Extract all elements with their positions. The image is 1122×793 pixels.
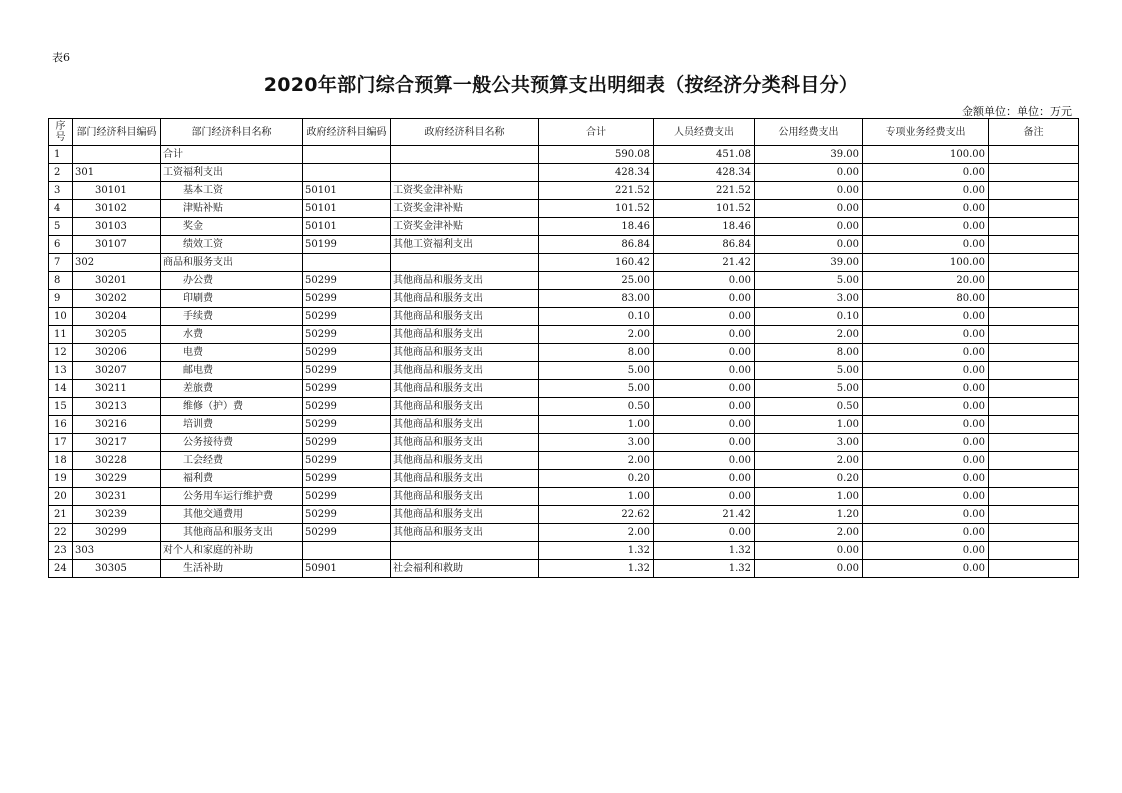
cell-special: 0.00 [863, 560, 989, 578]
cell-total: 22.62 [539, 506, 654, 524]
cell-note [989, 254, 1079, 272]
table-row [49, 236, 1079, 254]
cell-dept-code: 30229 [73, 470, 161, 488]
cell-seq: 2 [49, 164, 73, 182]
cell-note [989, 470, 1079, 488]
cell-personnel: 0.00 [654, 524, 755, 542]
cell-seq: 5 [49, 218, 73, 236]
cell-special: 80.00 [863, 290, 989, 308]
cell-total: 1.00 [539, 488, 654, 506]
cell-gov-code: 50299 [303, 398, 391, 416]
cell-dept-name: 水费 [161, 326, 303, 344]
cell-special: 0.00 [863, 380, 989, 398]
cell-note [989, 218, 1079, 236]
cell-dept-code: 30101 [73, 182, 161, 200]
cell-note [989, 488, 1079, 506]
cell-note [989, 164, 1079, 182]
cell-total: 428.34 [539, 164, 654, 182]
cell-dept-name: 奖金 [161, 218, 303, 236]
cell-seq: 12 [49, 344, 73, 362]
cell-note [989, 272, 1079, 290]
cell-personnel: 0.00 [654, 344, 755, 362]
cell-seq: 17 [49, 434, 73, 452]
cell-dept-name: 公务用车运行维护费 [161, 488, 303, 506]
cell-total: 160.42 [539, 254, 654, 272]
cell-note [989, 416, 1079, 434]
table-row [49, 200, 1079, 218]
cell-dept-name: 差旅费 [161, 380, 303, 398]
table-row [49, 560, 1079, 578]
cell-public: 8.00 [755, 344, 863, 362]
cell-seq: 7 [49, 254, 73, 272]
table-row [49, 380, 1079, 398]
cell-dept-name: 其他商品和服务支出 [161, 524, 303, 542]
cell-seq: 20 [49, 488, 73, 506]
col-header-gov-name: 政府经济科目名称 [391, 119, 539, 146]
cell-special: 0.00 [863, 326, 989, 344]
cell-dept-code: 30103 [73, 218, 161, 236]
cell-personnel: 0.00 [654, 308, 755, 326]
cell-total: 5.00 [539, 380, 654, 398]
col-header-note: 备注 [989, 119, 1079, 146]
cell-special: 0.00 [863, 488, 989, 506]
cell-dept-name: 津贴补贴 [161, 200, 303, 218]
cell-special: 0.00 [863, 362, 989, 380]
cell-note [989, 506, 1079, 524]
cell-total: 25.00 [539, 272, 654, 290]
cell-note [989, 308, 1079, 326]
cell-gov-name: 其他商品和服务支出 [391, 506, 539, 524]
cell-special: 0.00 [863, 164, 989, 182]
cell-dept-code: 301 [73, 164, 161, 182]
cell-gov-name: 其他商品和服务支出 [391, 452, 539, 470]
table-row [49, 146, 1079, 164]
cell-personnel: 1.32 [654, 542, 755, 560]
col-header-public: 公用经费支出 [755, 119, 863, 146]
cell-gov-name: 其他商品和服务支出 [391, 416, 539, 434]
table-row [49, 434, 1079, 452]
cell-note [989, 146, 1079, 164]
col-header-seq: 序号 [49, 119, 73, 146]
cell-dept-code: 30211 [73, 380, 161, 398]
cell-gov-name [391, 542, 539, 560]
cell-dept-code: 302 [73, 254, 161, 272]
cell-gov-code [303, 542, 391, 560]
cell-total: 1.00 [539, 416, 654, 434]
cell-personnel: 21.42 [654, 254, 755, 272]
cell-dept-name: 工资福利支出 [161, 164, 303, 182]
cell-gov-code: 50299 [303, 362, 391, 380]
cell-public: 0.10 [755, 308, 863, 326]
cell-gov-name: 其他商品和服务支出 [391, 398, 539, 416]
table-row [49, 344, 1079, 362]
cell-dept-code: 30204 [73, 308, 161, 326]
cell-personnel: 18.46 [654, 218, 755, 236]
cell-gov-code: 50299 [303, 434, 391, 452]
cell-gov-code: 50299 [303, 308, 391, 326]
cell-dept-code [73, 146, 161, 164]
cell-special: 0.00 [863, 308, 989, 326]
cell-dept-name: 培训费 [161, 416, 303, 434]
cell-personnel: 21.42 [654, 506, 755, 524]
unit-label: 金额单位：单位：万元 [962, 105, 1072, 118]
table-row [49, 218, 1079, 236]
cell-special: 0.00 [863, 182, 989, 200]
cell-total: 18.46 [539, 218, 654, 236]
cell-personnel: 428.34 [654, 164, 755, 182]
table-row [49, 254, 1079, 272]
table-row [49, 524, 1079, 542]
cell-personnel: 0.00 [654, 470, 755, 488]
cell-note [989, 434, 1079, 452]
cell-total: 2.00 [539, 524, 654, 542]
cell-gov-name: 其他商品和服务支出 [391, 434, 539, 452]
cell-gov-name: 工资奖金津补贴 [391, 200, 539, 218]
cell-note [989, 290, 1079, 308]
cell-gov-name: 其他商品和服务支出 [391, 290, 539, 308]
cell-total: 3.00 [539, 434, 654, 452]
cell-dept-name: 绩效工资 [161, 236, 303, 254]
cell-gov-name [391, 254, 539, 272]
cell-total: 2.00 [539, 452, 654, 470]
cell-gov-name: 工资奖金津补贴 [391, 182, 539, 200]
cell-total: 5.00 [539, 362, 654, 380]
table-row [49, 290, 1079, 308]
cell-public: 0.00 [755, 560, 863, 578]
cell-seq: 9 [49, 290, 73, 308]
cell-dept-code: 30206 [73, 344, 161, 362]
cell-total: 1.32 [539, 560, 654, 578]
cell-note [989, 200, 1079, 218]
cell-total: 221.52 [539, 182, 654, 200]
cell-total: 86.84 [539, 236, 654, 254]
cell-personnel: 0.00 [654, 398, 755, 416]
table-row [49, 308, 1079, 326]
cell-gov-name: 工资奖金津补贴 [391, 218, 539, 236]
cell-total: 1.32 [539, 542, 654, 560]
cell-seq: 18 [49, 452, 73, 470]
table-row [49, 398, 1079, 416]
col-header-personnel: 人员经费支出 [654, 119, 755, 146]
cell-dept-code: 30299 [73, 524, 161, 542]
cell-public: 2.00 [755, 524, 863, 542]
table-row [49, 416, 1079, 434]
cell-public: 5.00 [755, 272, 863, 290]
cell-gov-code: 50199 [303, 236, 391, 254]
cell-special: 0.00 [863, 542, 989, 560]
cell-note [989, 344, 1079, 362]
cell-seq: 23 [49, 542, 73, 560]
cell-dept-code: 30107 [73, 236, 161, 254]
cell-note [989, 182, 1079, 200]
cell-dept-name: 印刷费 [161, 290, 303, 308]
cell-special: 0.00 [863, 416, 989, 434]
cell-note [989, 542, 1079, 560]
cell-gov-name: 其他商品和服务支出 [391, 344, 539, 362]
col-header-dept-code: 部门经济科目编码 [73, 119, 161, 146]
table-row [49, 272, 1079, 290]
cell-total: 0.50 [539, 398, 654, 416]
cell-seq: 1 [49, 146, 73, 164]
cell-total: 8.00 [539, 344, 654, 362]
cell-dept-code: 30239 [73, 506, 161, 524]
table-row [49, 452, 1079, 470]
cell-seq: 24 [49, 560, 73, 578]
cell-personnel: 1.32 [654, 560, 755, 578]
cell-public: 0.00 [755, 182, 863, 200]
cell-gov-code: 50299 [303, 344, 391, 362]
cell-dept-name: 生活补助 [161, 560, 303, 578]
col-header-gov-code: 政府经济科目编码 [303, 119, 391, 146]
table-body [49, 146, 1079, 578]
cell-personnel: 0.00 [654, 380, 755, 398]
cell-seq: 16 [49, 416, 73, 434]
cell-note [989, 362, 1079, 380]
cell-total: 590.08 [539, 146, 654, 164]
cell-personnel: 0.00 [654, 272, 755, 290]
cell-gov-code: 50299 [303, 488, 391, 506]
cell-gov-name [391, 146, 539, 164]
cell-gov-code [303, 254, 391, 272]
cell-personnel: 451.08 [654, 146, 755, 164]
cell-dept-name: 邮电费 [161, 362, 303, 380]
cell-gov-name: 其他商品和服务支出 [391, 362, 539, 380]
cell-special: 20.00 [863, 272, 989, 290]
cell-dept-name: 办公费 [161, 272, 303, 290]
cell-seq: 22 [49, 524, 73, 542]
cell-dept-code: 30102 [73, 200, 161, 218]
cell-seq: 10 [49, 308, 73, 326]
cell-special: 0.00 [863, 344, 989, 362]
cell-note [989, 560, 1079, 578]
cell-dept-code: 30202 [73, 290, 161, 308]
cell-seq: 15 [49, 398, 73, 416]
cell-total: 83.00 [539, 290, 654, 308]
cell-personnel: 101.52 [654, 200, 755, 218]
cell-dept-name: 其他交通费用 [161, 506, 303, 524]
cell-gov-code [303, 164, 391, 182]
cell-total: 2.00 [539, 326, 654, 344]
cell-seq: 6 [49, 236, 73, 254]
cell-personnel: 86.84 [654, 236, 755, 254]
cell-note [989, 524, 1079, 542]
cell-gov-code: 50299 [303, 290, 391, 308]
cell-gov-name: 其他工资福利支出 [391, 236, 539, 254]
cell-gov-code: 50299 [303, 380, 391, 398]
cell-dept-name: 福利费 [161, 470, 303, 488]
cell-dept-name: 维修（护）费 [161, 398, 303, 416]
cell-dept-name: 合计 [161, 146, 303, 164]
col-header-total: 合计 [539, 119, 654, 146]
cell-total: 0.20 [539, 470, 654, 488]
cell-special: 0.00 [863, 218, 989, 236]
cell-gov-name: 其他商品和服务支出 [391, 470, 539, 488]
cell-public: 2.00 [755, 326, 863, 344]
cell-seq: 14 [49, 380, 73, 398]
cell-dept-name: 商品和服务支出 [161, 254, 303, 272]
cell-special: 0.00 [863, 470, 989, 488]
cell-gov-name [391, 164, 539, 182]
cell-special: 100.00 [863, 254, 989, 272]
cell-gov-name: 其他商品和服务支出 [391, 488, 539, 506]
cell-dept-name: 电费 [161, 344, 303, 362]
cell-personnel: 0.00 [654, 452, 755, 470]
cell-note [989, 398, 1079, 416]
cell-seq: 13 [49, 362, 73, 380]
cell-special: 100.00 [863, 146, 989, 164]
cell-personnel: 0.00 [654, 362, 755, 380]
cell-dept-code: 30207 [73, 362, 161, 380]
cell-dept-code: 30213 [73, 398, 161, 416]
cell-gov-code: 50299 [303, 272, 391, 290]
cell-gov-code: 50101 [303, 218, 391, 236]
cell-dept-name: 对个人和家庭的补助 [161, 542, 303, 560]
cell-special: 0.00 [863, 398, 989, 416]
cell-dept-code: 30228 [73, 452, 161, 470]
cell-seq: 21 [49, 506, 73, 524]
cell-dept-code: 303 [73, 542, 161, 560]
cell-gov-name: 其他商品和服务支出 [391, 272, 539, 290]
cell-special: 0.00 [863, 524, 989, 542]
cell-public: 2.00 [755, 452, 863, 470]
cell-dept-name: 基本工资 [161, 182, 303, 200]
cell-seq: 3 [49, 182, 73, 200]
cell-personnel: 221.52 [654, 182, 755, 200]
cell-gov-code [303, 146, 391, 164]
cell-public: 1.00 [755, 416, 863, 434]
cell-total: 0.10 [539, 308, 654, 326]
cell-personnel: 0.00 [654, 290, 755, 308]
table-row [49, 182, 1079, 200]
cell-public: 5.00 [755, 380, 863, 398]
cell-dept-code: 30201 [73, 272, 161, 290]
cell-note [989, 452, 1079, 470]
cell-personnel: 0.00 [654, 488, 755, 506]
budget-table [48, 118, 1079, 578]
cell-gov-name: 其他商品和服务支出 [391, 308, 539, 326]
cell-seq: 8 [49, 272, 73, 290]
cell-note [989, 236, 1079, 254]
cell-total: 101.52 [539, 200, 654, 218]
cell-special: 0.00 [863, 452, 989, 470]
cell-public: 0.50 [755, 398, 863, 416]
cell-personnel: 0.00 [654, 416, 755, 434]
table-row [49, 362, 1079, 380]
cell-gov-code: 50299 [303, 326, 391, 344]
cell-public: 3.00 [755, 434, 863, 452]
cell-seq: 11 [49, 326, 73, 344]
cell-personnel: 0.00 [654, 434, 755, 452]
cell-gov-code: 50101 [303, 182, 391, 200]
cell-gov-name: 其他商品和服务支出 [391, 524, 539, 542]
cell-public: 1.20 [755, 506, 863, 524]
cell-personnel: 0.00 [654, 326, 755, 344]
cell-public: 1.00 [755, 488, 863, 506]
cell-public: 0.00 [755, 164, 863, 182]
cell-gov-name: 其他商品和服务支出 [391, 380, 539, 398]
cell-dept-name: 工会经费 [161, 452, 303, 470]
cell-dept-code: 30217 [73, 434, 161, 452]
cell-dept-code: 30205 [73, 326, 161, 344]
table-row [49, 164, 1079, 182]
cell-public: 39.00 [755, 254, 863, 272]
page-title: 2020年部门综合预算一般公共预算支出明细表（按经济分类科目分） [263, 74, 859, 96]
table-row [49, 542, 1079, 560]
header-row [49, 119, 1079, 146]
cell-gov-code: 50299 [303, 506, 391, 524]
cell-gov-code: 50299 [303, 470, 391, 488]
cell-gov-code: 50299 [303, 416, 391, 434]
table-row [49, 326, 1079, 344]
col-header-special: 专项业务经费支出 [863, 119, 989, 146]
cell-gov-code: 50101 [303, 200, 391, 218]
cell-public: 0.20 [755, 470, 863, 488]
cell-gov-name: 其他商品和服务支出 [391, 326, 539, 344]
table-row [49, 470, 1079, 488]
cell-public: 39.00 [755, 146, 863, 164]
cell-special: 0.00 [863, 506, 989, 524]
cell-public: 0.00 [755, 236, 863, 254]
cell-note [989, 326, 1079, 344]
cell-dept-code: 30231 [73, 488, 161, 506]
cell-public: 0.00 [755, 542, 863, 560]
cell-public: 3.00 [755, 290, 863, 308]
cell-seq: 19 [49, 470, 73, 488]
cell-gov-code: 50299 [303, 452, 391, 470]
col-header-dept-name: 部门经济科目名称 [161, 119, 303, 146]
table-row [49, 506, 1079, 524]
cell-public: 0.00 [755, 200, 863, 218]
table-row [49, 488, 1079, 506]
cell-gov-code: 50299 [303, 524, 391, 542]
cell-special: 0.00 [863, 236, 989, 254]
cell-seq: 4 [49, 200, 73, 218]
cell-dept-name: 手续费 [161, 308, 303, 326]
table-tag: 表6 [52, 51, 70, 64]
cell-dept-name: 公务接待费 [161, 434, 303, 452]
cell-gov-name: 社会福利和救助 [391, 560, 539, 578]
cell-note [989, 380, 1079, 398]
cell-gov-code: 50901 [303, 560, 391, 578]
cell-public: 5.00 [755, 362, 863, 380]
cell-public: 0.00 [755, 218, 863, 236]
cell-dept-code: 30305 [73, 560, 161, 578]
cell-special: 0.00 [863, 200, 989, 218]
cell-dept-code: 30216 [73, 416, 161, 434]
cell-special: 0.00 [863, 434, 989, 452]
